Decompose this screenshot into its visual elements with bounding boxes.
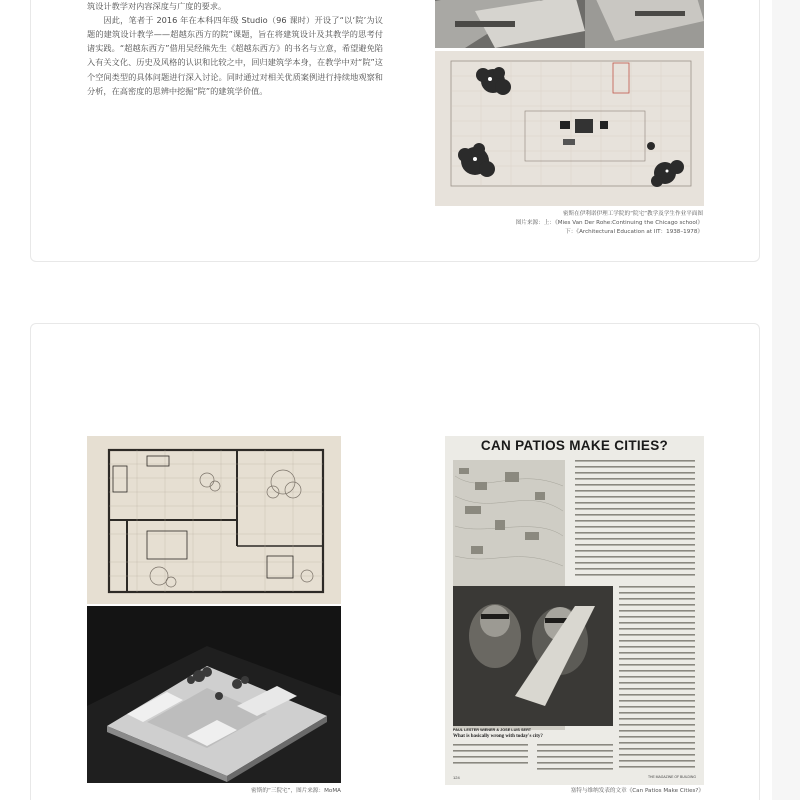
article-paragraph: 因此，笔者于 2016 年在本科四年级 Studio（96 课时）开设了“以‘院’为议题的建筑设计教学——超越东西方的院”课题，旨在将建筑设计及其教学的思考付诸实践。“超越东西方”借用吴经熊先生《超越东西方》的书名与立意，希望避免陷入有关文化、历史及风格的认识和比较之中，回归建筑学本身，在教学中对“院”这个空间类型的具体问题进行深入讨论。同时通过对相关优质案例进行持续地观察和分析，在高密度的思辨中挖掘“院”的建筑学价值。 (87, 15, 383, 96)
mies-courtyard-model-photo (435, 0, 704, 48)
magazine-page-number: 124 (453, 775, 460, 780)
article-paragraph: 筑设计教学对内容深度与广度的要求。 (87, 1, 227, 12)
figure-caption: 密斯的“三院宅”，图片来源：MoMA (251, 788, 341, 794)
three-court-house-model-photo (87, 606, 341, 783)
magazine-headline: CAN PATIOS MAKE CITIES? (480, 438, 669, 453)
figure-caption-source: 图片来源：上：《Mies Van Der Rohe:Continuing the Chicago school》 (515, 220, 703, 226)
magazine-footer: THE MAGAZINE OF BUILDING (647, 775, 696, 779)
magazine-byline: PAUL LESTER WIENER & JOSE LUIS SERT (453, 728, 532, 732)
figure-caption: 塞特与维纳发表的文章《Can Patios Make Cities?》 (570, 788, 704, 794)
figure-caption-source: 下：《Architectural Education at IIT：1938–1978》 (565, 229, 703, 235)
figure-caption: 密斯在伊利诺伊理工学院的“院宅”教学及学生作业平面图 (562, 211, 703, 217)
magazine-subhead: What is basically wrong with today's city? (453, 734, 543, 739)
page-scrollbar-track[interactable] (772, 0, 800, 800)
magazine-article-scan (445, 436, 704, 785)
article-body (87, 0, 383, 98)
article-card-top (30, 0, 760, 262)
article-card-bottom (30, 323, 760, 800)
three-court-house-plan (87, 436, 341, 604)
student-courtyard-plan-drawing (435, 51, 704, 206)
